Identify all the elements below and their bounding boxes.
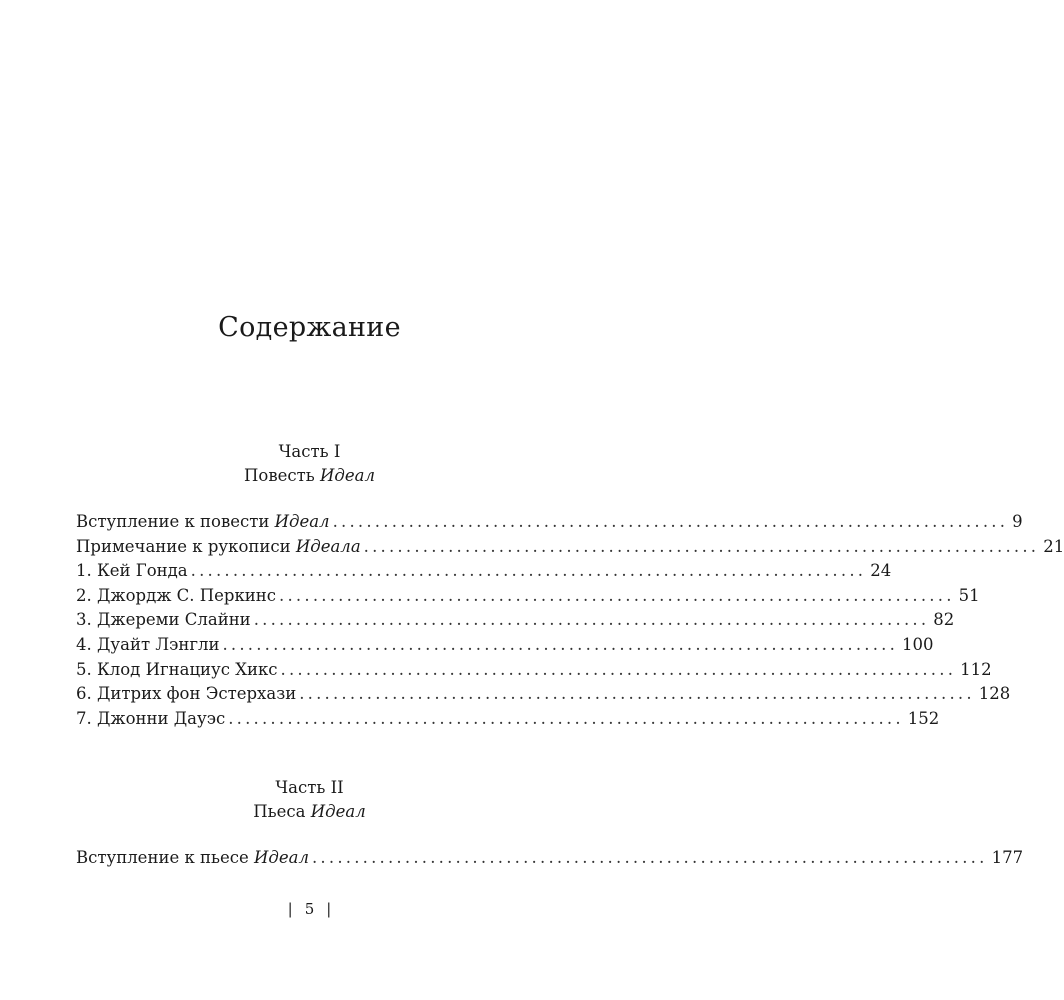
toc-entry-page: 21 xyxy=(1043,536,1064,556)
toc-entry xyxy=(76,848,1024,873)
toc-entry-title: 6. Дитрих фон Эстерхази xyxy=(76,684,297,704)
leader-dots: ................................................................................ xyxy=(190,561,867,581)
part-2-heading xyxy=(0,776,619,824)
part-1-toc xyxy=(76,512,1064,733)
toc-entry xyxy=(76,512,1023,537)
part-2-subtitle-prefix: Пьеса xyxy=(253,802,311,821)
toc-entry-page: 51 xyxy=(958,585,980,605)
leader-dots: ................................................................................ xyxy=(363,536,1040,556)
leader-dots: ................................................................................ xyxy=(253,610,930,630)
toc-entry-title: 5. Клод Игнациус Хикс xyxy=(76,659,278,679)
part-1-subtitle xyxy=(0,464,619,488)
toc-entry-title: 1. Кей Гонда xyxy=(76,561,188,581)
toc-entry-title: 4. Дуайт Лэнгли xyxy=(76,634,220,654)
toc-entry xyxy=(76,708,940,734)
part-1-subtitle-italic: Идеал xyxy=(320,466,375,485)
toc-entry-page: 152 xyxy=(907,708,940,728)
toc-entry xyxy=(76,585,980,611)
part-1-heading xyxy=(0,440,619,488)
toc-entry-page: 112 xyxy=(960,659,992,679)
toc-entry-page: 9 xyxy=(1012,512,1023,531)
toc-entry-title: Вступление к повести Идеал xyxy=(76,512,330,531)
leader-dots: ................................................................................ xyxy=(332,512,1009,531)
toc-entry-page: 128 xyxy=(978,684,1011,704)
part-2-label: Часть II xyxy=(275,778,344,797)
toc-entry-page: 177 xyxy=(991,848,1024,867)
toc-entry xyxy=(76,634,934,660)
leader-dots: ................................................................................ xyxy=(279,585,955,605)
toc-entry xyxy=(76,659,992,685)
toc-entry xyxy=(76,610,955,635)
toc-entry-title: 7. Джонни Дауэс xyxy=(76,708,226,728)
page-number: 5 xyxy=(304,900,315,918)
toc-entry-title: 2. Джордж С. Перкинс xyxy=(76,585,277,605)
part-2-subtitle-italic: Идеал xyxy=(310,802,366,821)
toc-entry-page: 82 xyxy=(933,610,955,630)
toc-entry-title: Вступление к пьесе Идеал xyxy=(76,848,309,867)
leader-dots: ................................................................................ xyxy=(280,659,957,679)
toc-entry-title: 3. Джереми Слайни xyxy=(76,610,251,630)
part-1-subtitle-prefix: Повесть xyxy=(244,466,320,485)
leader-dots: ................................................................................ xyxy=(311,848,988,867)
toc-entry xyxy=(76,536,1064,562)
toc-entry-page: 100 xyxy=(902,634,934,654)
footer-right-bar: | xyxy=(326,900,332,918)
toc-entry-title: Примечание к рукописи Идеала xyxy=(76,536,361,556)
footer-left-bar: | xyxy=(287,900,293,918)
leader-dots: ................................................................................ xyxy=(222,634,899,654)
toc-entry xyxy=(76,561,892,586)
part-1-label: Часть I xyxy=(278,442,341,461)
part-2-toc xyxy=(76,848,1024,873)
part-2-subtitle xyxy=(0,800,619,824)
toc-entry xyxy=(76,684,1011,709)
toc-entry-page: 24 xyxy=(870,561,892,581)
page-title: Содержание xyxy=(218,312,401,343)
leader-dots: ................................................................................ xyxy=(299,684,975,704)
page-footer xyxy=(0,900,619,918)
leader-dots: ................................................................................ xyxy=(228,708,904,728)
